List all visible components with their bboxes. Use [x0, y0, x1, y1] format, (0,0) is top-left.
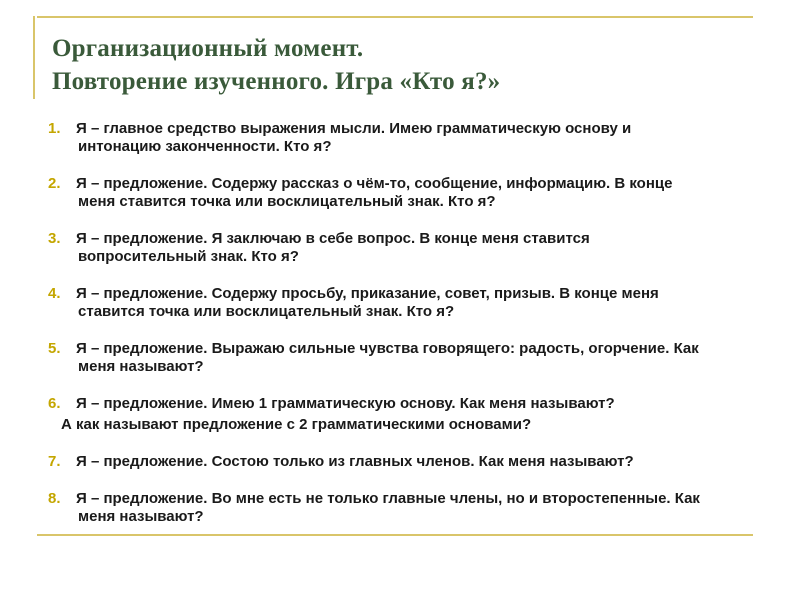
top-rule: [37, 16, 753, 18]
question-item-6: [48, 395, 768, 434]
item-number: 1.: [48, 120, 61, 137]
item-text: вопросительный знак. Кто я?: [78, 248, 299, 265]
item-text: меня называют?: [78, 508, 204, 525]
question-item-4: [48, 285, 768, 321]
item-text: Я – предложение. Во мне есть не только главные члены, но и второстепенные. Как: [76, 490, 700, 507]
question-item-3: [48, 230, 768, 266]
item-text: Я – предложение. Состою только из главных членов. Как меня называют?: [76, 453, 634, 470]
question-item-1: [48, 120, 768, 156]
item-text: Я – предложение. Содержу рассказ о чём-то, сообщение, информацию. В конце: [76, 175, 673, 192]
question-item-5: [48, 340, 768, 376]
question-item-8: [48, 490, 768, 526]
item-text: интонацию законченности. Кто я?: [78, 138, 332, 155]
item-number: 4.: [48, 285, 61, 302]
item-number: 8.: [48, 490, 61, 507]
item-text: Я – предложение. Я заключаю в себе вопрос. В конце меня ставится: [76, 230, 590, 247]
item-text: меня ставится точка или восклицательный знак. Кто я?: [78, 193, 496, 210]
question-list: [48, 120, 768, 545]
item-text: ставится точка или восклицательный знак. Кто я?: [78, 303, 455, 320]
title-line-1: Организационный момент.: [52, 35, 364, 62]
item-text: Я – предложение. Имею 1 грамматическую основу. Как меня называют?: [76, 395, 615, 412]
bottom-rule: [37, 534, 753, 536]
question-item-2: [48, 175, 768, 211]
item-text: меня называют?: [78, 358, 204, 375]
item-number: 3.: [48, 230, 61, 247]
left-rule: [33, 16, 35, 99]
item-text: Я – предложение. Выражаю сильные чувства говорящего: радость, огорчение. Как: [76, 340, 699, 357]
item-text: А как называют предложение с 2 грамматическими основами?: [61, 416, 532, 433]
item-number: 7.: [48, 453, 61, 470]
item-number: 6.: [48, 395, 61, 412]
item-number: 5.: [48, 340, 61, 357]
question-item-7: [48, 453, 768, 471]
item-text: Я – предложение. Содержу просьбу, приказание, совет, призыв. В конце меня: [76, 285, 659, 302]
item-number: 2.: [48, 175, 61, 192]
item-text: Я – главное средство выражения мысли. Имею грамматическую основу и: [76, 120, 632, 137]
slide-title: [52, 32, 752, 98]
title-line-2: Повторение изученного. Игра «Кто я?»: [52, 68, 501, 95]
